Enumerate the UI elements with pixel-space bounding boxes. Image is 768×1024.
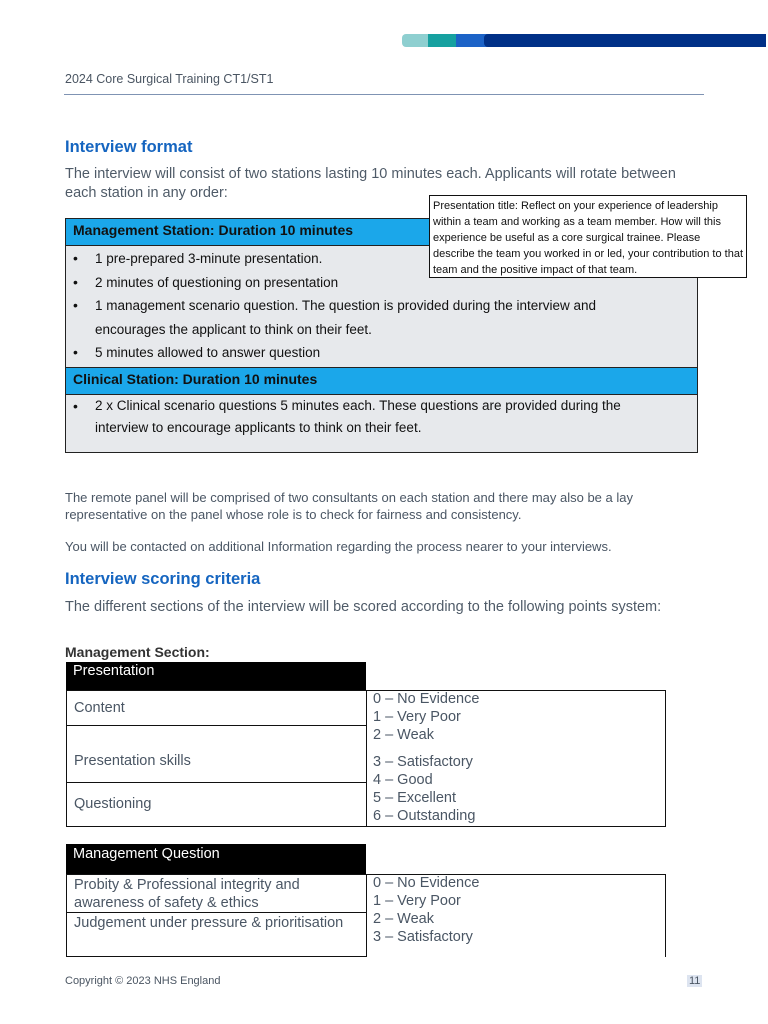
interview-format-intro: The interview will consist of two stations lasting 10 minutes each. Applicants will rotate between each station in any order: [65,166,676,201]
score-level: 3 – Satisfactory [373,929,473,945]
criteria-row-content: Content [66,690,367,726]
header-color-bar-4 [484,34,766,47]
criteria-row-questioning: Questioning [66,782,367,827]
management-station-header: Management Station: Duration 10 minutes [66,219,697,246]
score-level: 0 – No Evidence [373,875,480,891]
score-level: 1 – Very Poor [373,709,461,725]
presentation-table-header: Presentation [66,662,366,690]
clinical-bullet: • 2 x Clinical scenario questions 5 minutes each. These questions are provided during the interview to encourage applicants to think on their feet. [66,395,665,439]
score-level: 2 – Weak [373,911,434,927]
management-bullet: • 2 minutes of questioning on presentation [66,271,697,295]
presentation-score-scale [373,690,479,825]
score-level: 5 – Excellent [373,790,457,806]
score-level: 4 – Good [373,772,433,788]
score-level: 0 – No Evidence [373,691,480,707]
scoring-intro: The different sections of the interview will be scored according to the following points system: [65,599,662,615]
management-bullet: • 1 management scenario question. The question is provided during the interview and encourages the applicant to think on their feet. [66,294,655,341]
scoring-heading: Interview scoring criteria [65,570,261,588]
running-header: 2024 Core Surgical Training CT1/ST1 [65,72,274,86]
clinical-station-header: Clinical Station: Duration 10 minutes [66,367,697,395]
contact-paragraph: You will be contacted on additional Information regarding the process nearer to your interviews. [65,539,612,554]
question-score-scale [373,874,479,946]
score-level: 2 – Weak [373,727,434,743]
criteria-row-judgement: Judgement under pressure & prioritisation [66,912,367,957]
management-question-table-header: Management Question [66,844,366,874]
criteria-row-probity: Probity & Professional integrity and awareness of safety & ethics [66,874,367,913]
page-number: 11 [689,975,701,987]
panel-paragraph: The remote panel will be comprised of two consultants on each station and there may also be a lay representative on the panel whose role is to check for fairness and consistency. [65,490,633,522]
presentation-title-callout: Presentation title: Reflect on your experience of leadership within a team and working as a team member. How will this experience be useful as a core surgical trainee. Please describe the team you worked in or led, your contribution to that team and the positive impact of that team. [429,195,747,278]
copyright-footer: Copyright © 2023 NHS England [65,975,221,987]
score-level: 3 – Satisfactory [373,754,473,770]
interview-format-heading: Interview format [65,138,193,156]
criteria-row-presentation-skills: Presentation skills [66,725,367,783]
management-bullet: • 1 pre-prepared 3-minute presentation. [66,247,697,271]
clinical-station-list [66,395,697,452]
score-level: 1 – Very Poor [373,893,461,909]
management-section-label: Management Section: [65,644,210,660]
header-divider [64,94,704,95]
management-bullet: • 5 minutes allowed to answer question [66,341,697,365]
score-level: 6 – Outstanding [373,808,476,824]
